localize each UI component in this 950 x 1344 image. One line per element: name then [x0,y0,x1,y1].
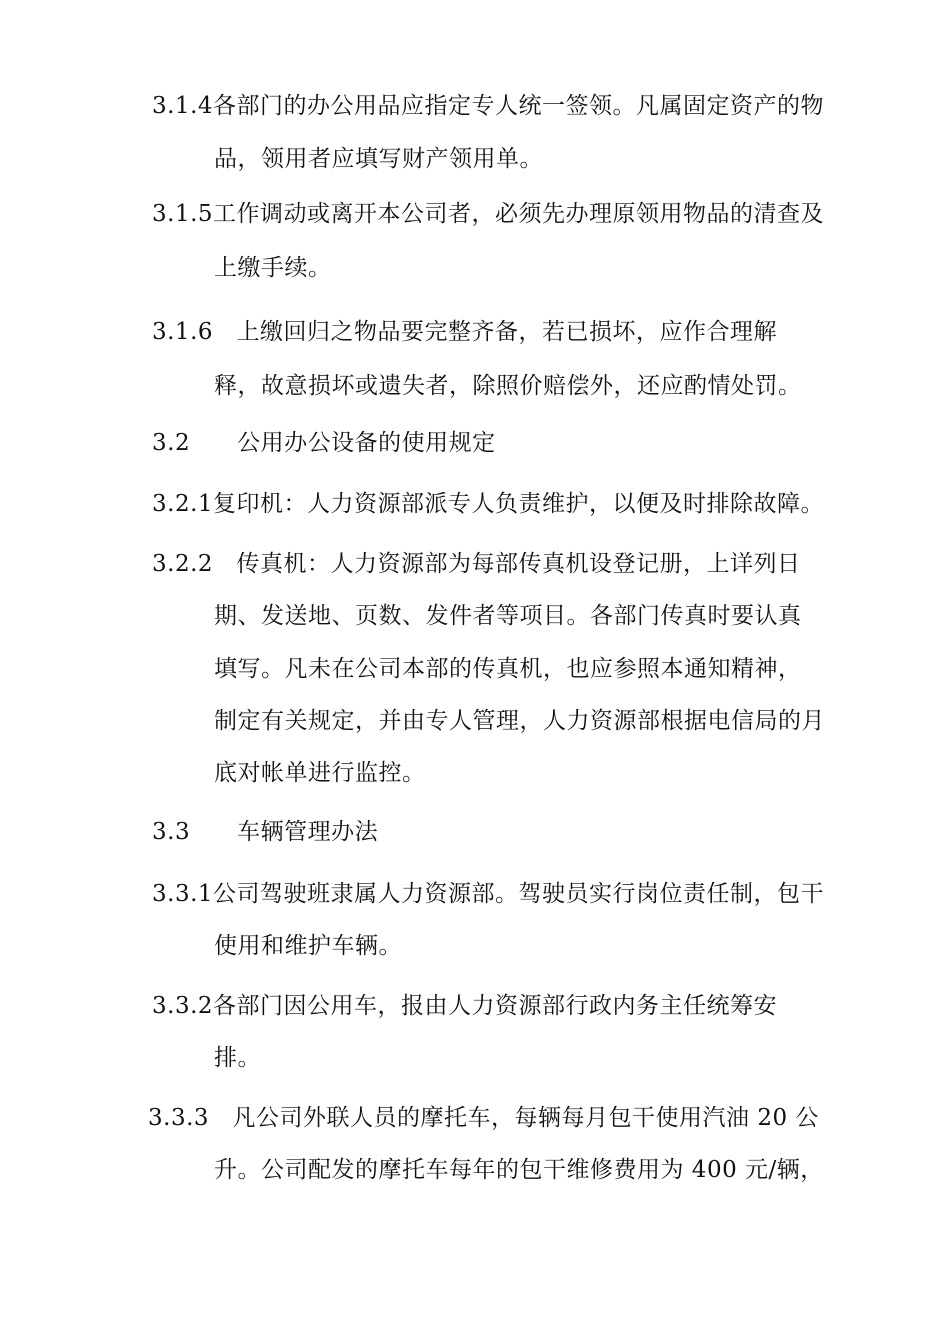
text-line-3-3-1: 3.3.1公司驾驶班隶属人力资源部。驾驶员实行岗位责任制，包干 [152,881,825,907]
text-line-3-3-3: 3.3.3 凡公司外联人员的摩托车，每辆每月包干使用汽油 20 公 [148,1105,819,1131]
text-line-3-1-5: 3.1.5工作调动或离开本公司者，必须先办理原领用物品的清查及 [152,201,825,227]
text-line: 升。公司配发的摩托车每年的包干维修费用为 400 元/辆， [214,1157,824,1183]
text-line: 底对帐单进行监控。 [214,760,426,786]
text-line: 填写。凡未在公司本部的传真机，也应参照本通知精神， [214,656,802,682]
text-line: 使用和维护车辆。 [214,933,402,959]
text-line: 排。 [214,1045,261,1071]
text-line: 释，故意损坏或遗失者，除照价赔偿外，还应酌情处罚。 [214,373,802,399]
text-line-3-2-1: 3.2.1复印机：人力资源部派专人负责维护，以便及时排除故障。 [152,491,825,517]
text-line: 品，领用者应填写财产领用单。 [214,146,543,172]
text-line: 上缴手续。 [214,255,332,281]
text-line-3-2-2: 3.2.2 传真机：人力资源部为每部传真机设登记册，上详列日 [152,551,801,577]
heading-3-2: 3.2 公用办公设备的使用规定 [152,430,496,456]
text-line-3-1-4: 3.1.4各部门的办公用品应指定专人统一签领。凡属固定资产的物 [152,93,825,119]
heading-3-3: 3.3 车辆管理办法 [152,819,379,845]
text-line: 期、发送地、页数、发件者等项目。各部门传真时要认真 [214,603,802,629]
text-line-3-3-2: 3.3.2各部门因公用车，报由人力资源部行政内务主任统筹安 [152,993,778,1019]
text-line-3-1-6: 3.1.6 上缴回归之物品要完整齐备，若已损坏，应作合理解 [152,319,778,345]
text-line: 制定有关规定，并由专人管理，人力资源部根据电信局的月 [214,708,825,734]
